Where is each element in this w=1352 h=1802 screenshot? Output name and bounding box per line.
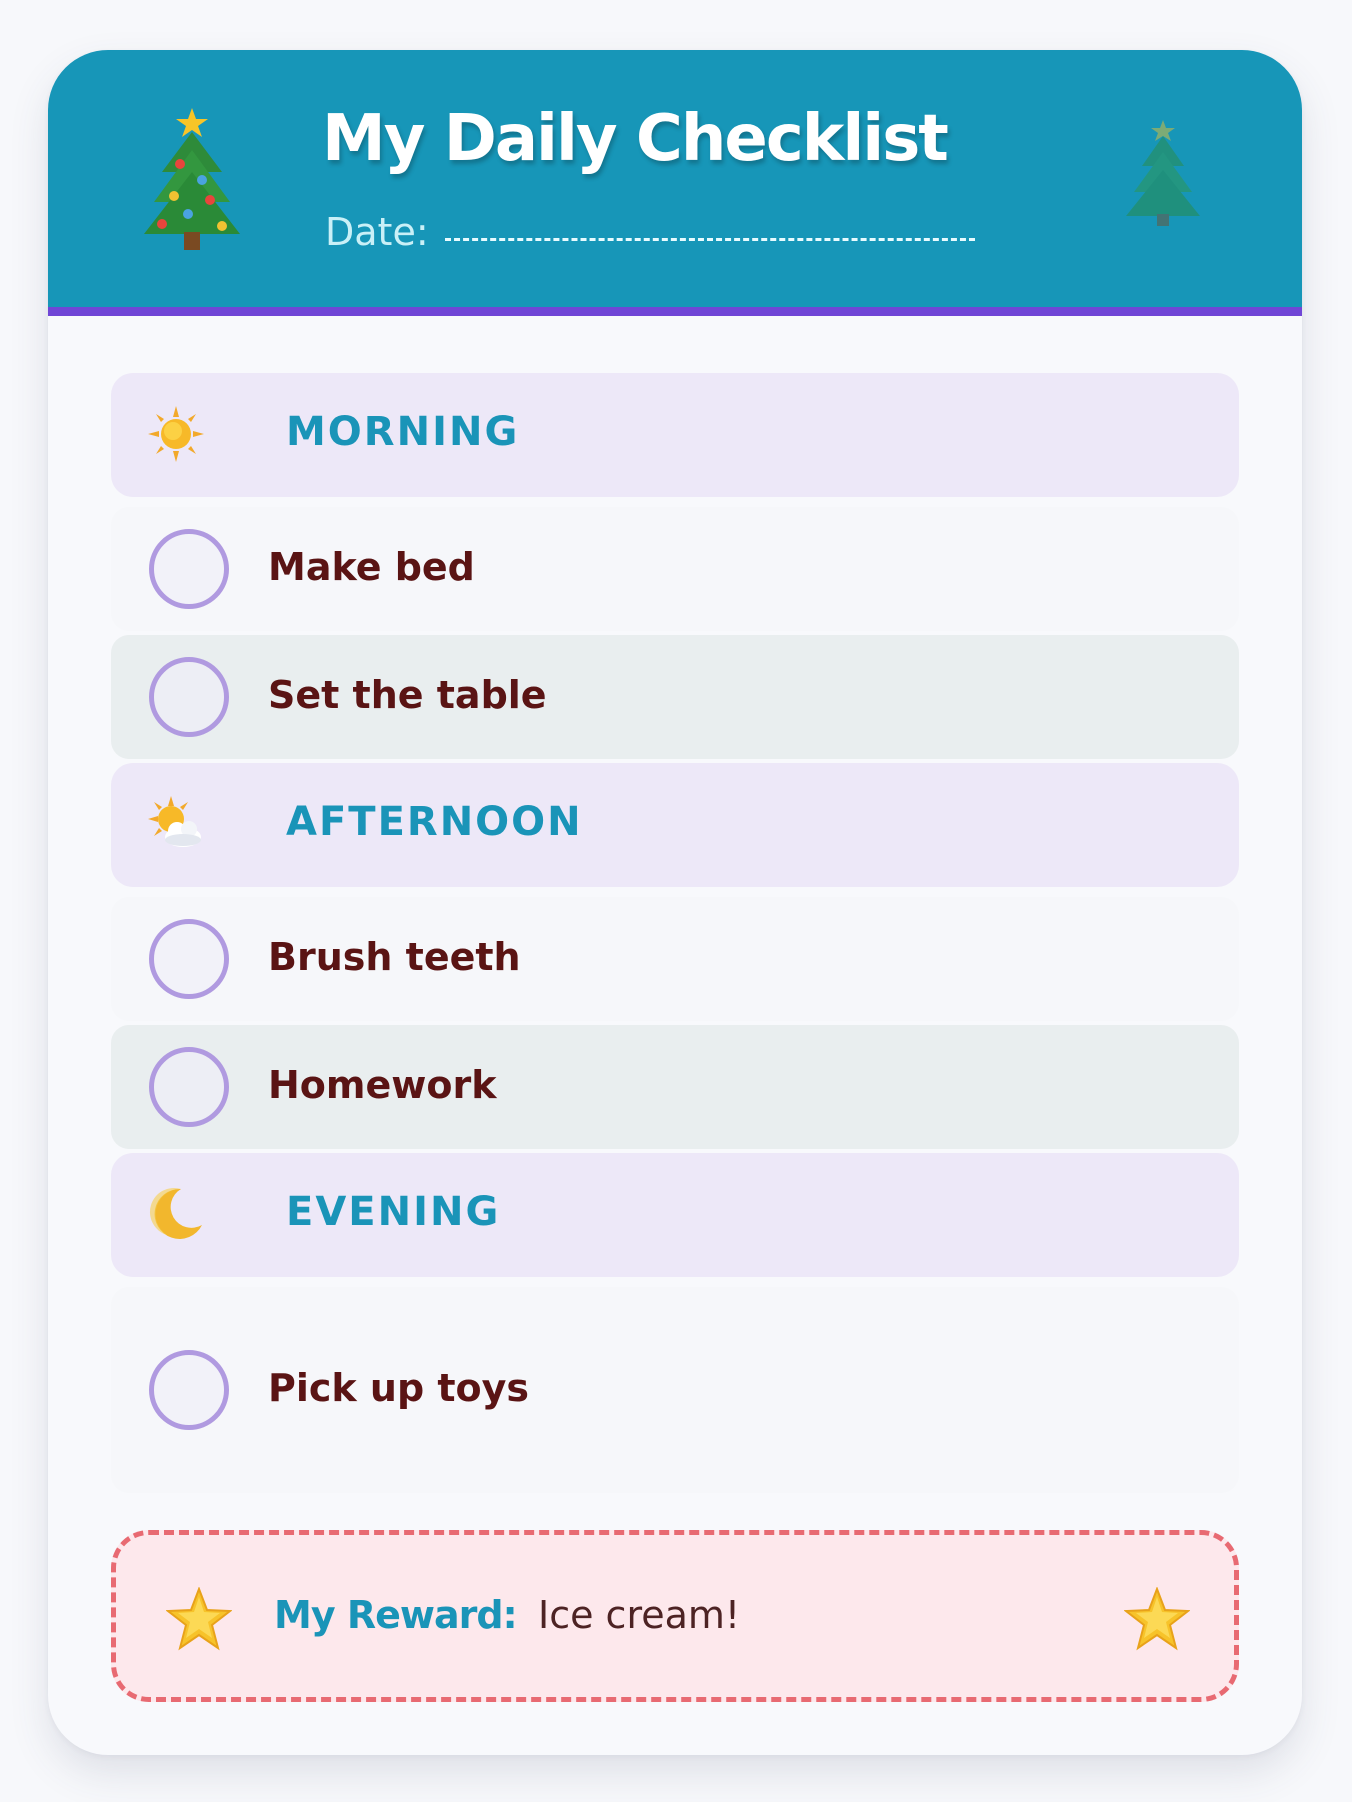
section-header-morning	[111, 373, 1239, 497]
task-checkbox[interactable]	[149, 657, 229, 737]
task-row[interactable]	[111, 1287, 1239, 1493]
star-icon	[1124, 1587, 1190, 1651]
task-row[interactable]	[111, 1025, 1239, 1149]
task-label: Set the table	[268, 673, 547, 717]
task-label: Make bed	[268, 545, 475, 589]
task-checkbox[interactable]	[149, 919, 229, 999]
task-checkbox[interactable]	[149, 1350, 229, 1430]
reward-value[interactable]: Ice cream!	[538, 1593, 741, 1637]
section-header-evening	[111, 1153, 1239, 1277]
task-row[interactable]	[111, 897, 1239, 1021]
date-blank-line[interactable]	[445, 235, 975, 241]
header-accent-bar	[48, 307, 1302, 316]
checklist-card	[48, 50, 1302, 1755]
task-row[interactable]	[111, 507, 1239, 631]
christmas-tree-icon	[132, 102, 252, 252]
section-title: EVENING	[286, 1189, 501, 1235]
header	[48, 50, 1302, 307]
date-label: Date:	[325, 210, 429, 254]
task-row[interactable]	[111, 635, 1239, 759]
task-checkbox[interactable]	[149, 1047, 229, 1127]
section-title: AFTERNOON	[286, 799, 583, 845]
star-icon	[166, 1587, 232, 1651]
christmas-tree-icon	[1118, 116, 1208, 228]
reward-label: My Reward:	[274, 1593, 517, 1637]
task-checkbox[interactable]	[149, 529, 229, 609]
reward-box	[111, 1530, 1239, 1702]
date-field[interactable]	[325, 210, 975, 254]
sun-icon	[147, 405, 205, 463]
section-title: MORNING	[286, 409, 520, 455]
crescent-moon-icon	[147, 1185, 205, 1243]
section-header-afternoon	[111, 763, 1239, 887]
task-label: Pick up toys	[268, 1366, 530, 1410]
sun-behind-cloud-icon	[147, 795, 205, 853]
task-label: Homework	[268, 1063, 497, 1107]
task-label: Brush teeth	[268, 935, 521, 979]
page-title: My Daily Checklist	[322, 102, 947, 176]
